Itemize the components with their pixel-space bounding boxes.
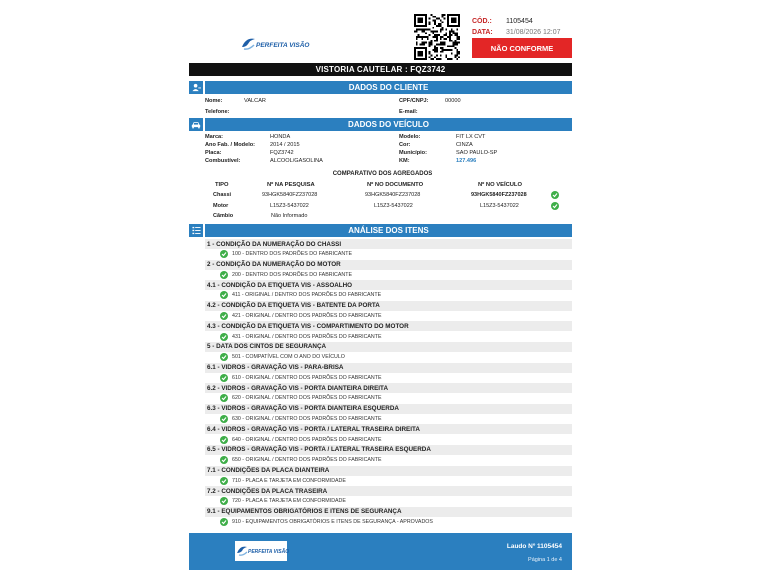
vehicle-section-header xyxy=(189,118,572,131)
analysis-item-title: 4.1 - CONDIÇÃO DA ETIQUETA VIS - ASSOALHO xyxy=(205,280,572,290)
analysis-item-result-text: 710 - PLACA E TARJETA EM CONFORMIDADE xyxy=(232,477,346,484)
analysis-item-result xyxy=(205,517,572,528)
vehicle-year-label: Ano Fab. / Modelo: xyxy=(205,142,256,148)
vehicle-city-label: Município: xyxy=(399,150,427,156)
comparison-document-value: L15Z3-5437022 xyxy=(374,203,413,209)
vehicle-fuel-value: ALCOOL/GASOLINA xyxy=(270,158,323,164)
check-icon xyxy=(220,477,228,485)
analysis-item-result xyxy=(205,496,572,507)
footer xyxy=(189,533,572,570)
comparison-row-cambio xyxy=(205,211,560,222)
analysis-item-result xyxy=(205,414,572,425)
vehicle-model-value: FIT LX CVT xyxy=(456,134,486,140)
page-title: VISTORIA CAUTELAR : FQZ3742 xyxy=(189,63,572,76)
vehicle-plate-value: FQZ3742 xyxy=(270,150,294,156)
analysis-item-title: 9.1 - EQUIPAMENTOS OBRIGATÓRIOS E ITENS DE SEGURANÇA xyxy=(205,507,572,517)
analysis-item-result-text: 630 - ORIGINAL / DENTRO DOS PADRÕES DO FABRICANTE xyxy=(232,416,382,423)
code-row xyxy=(472,16,572,27)
analysis-section-title: ANÁLISE DOS ITENS xyxy=(205,224,572,237)
analysis-item-result-text: 431 - ORIGINAL / DENTRO DOS PADRÕES DO FABRICANTE xyxy=(232,333,382,340)
vehicle-plate-label: Placa: xyxy=(205,150,222,156)
comparison-vehicle-value: L15Z3-5437022 xyxy=(480,203,519,209)
qr-code xyxy=(414,14,460,60)
analysis-item-result-text: 650 - ORIGINAL / DENTRO DOS PADRÕES DO FABRICANTE xyxy=(232,457,382,464)
user-icon xyxy=(189,81,203,94)
analysis-item-title: 6.4 - VIDROS - GRAVAÇÃO VIS - PORTA / LATERAL TRASEIRA DIREITA xyxy=(205,424,572,434)
client-cpf-value: 00000 xyxy=(445,98,461,104)
client-name-label: Nome: xyxy=(205,98,223,104)
comparison-title: COMPARATIVO DOS AGREGADOS xyxy=(332,171,433,177)
vehicle-color-value: CINZA xyxy=(456,142,473,148)
analysis-item-title: 4.3 - CONDIÇÃO DA ETIQUETA VIS - COMPARTIMENTO DO MOTOR xyxy=(205,321,572,331)
vehicle-color-label: Cor: xyxy=(399,142,411,148)
analysis-item-result xyxy=(205,311,572,322)
vehicle-brand-label: Marca: xyxy=(205,134,224,140)
analysis-item-result-text: 640 - ORIGINAL / DENTRO DOS PADRÕES DO FABRICANTE xyxy=(232,436,382,443)
comparison-col-document: Nº NO DOCUMENTO xyxy=(367,182,424,188)
check-icon xyxy=(220,374,228,382)
analysis-item-title: 7.1 - CONDIÇÕES DA PLACA DIANTEIRA xyxy=(205,466,572,476)
code-value: 1105454 xyxy=(506,18,533,25)
analysis-item-title: 2 - CONDIÇÃO DA NUMERAÇÃO DO MOTOR xyxy=(205,260,572,270)
analysis-item-title: 6.5 - VIDROS - GRAVAÇÃO VIS - PORTA / LATERAL TRASEIRA ESQUERDA xyxy=(205,445,572,455)
date-row xyxy=(472,27,572,38)
analysis-item-title: 6.3 - VIDROS - GRAVAÇÃO VIS - PORTA DIANTEIRA ESQUERDA xyxy=(205,404,572,414)
footer-logo xyxy=(235,541,290,561)
comparison-col-type: TIPO xyxy=(215,182,229,188)
vehicle-brand-value: HONDA xyxy=(270,134,291,140)
check-icon xyxy=(551,202,559,210)
client-name-value: VALCAR xyxy=(244,98,266,104)
analysis-item-result-text: 100 - DENTRO DOS PADRÕES DO FABRICANTE xyxy=(232,251,352,258)
page-indicator: Página 1 de 4 xyxy=(528,557,562,563)
analysis-item-title: 6.1 - VIDROS - GRAVAÇÃO VIS - PARA-BRISA xyxy=(205,363,572,373)
analysis-items xyxy=(205,239,572,527)
report-number: Laudo Nº 1105454 xyxy=(506,543,562,550)
analysis-item-result-text: 501 - COMPATÍVEL COM O ANO DO VEÍCULO xyxy=(232,354,345,361)
analysis-item-title: 7.2 - CONDIÇÕES DA PLACA TRASEIRA xyxy=(205,486,572,496)
comparison-type: Chassi xyxy=(213,192,232,198)
analysis-item-result xyxy=(205,331,572,342)
analysis-item-result xyxy=(205,393,572,404)
client-section-title: DADOS DO CLIENTE xyxy=(205,81,572,94)
vehicle-model-label: Modelo: xyxy=(399,134,421,140)
check-icon xyxy=(220,353,228,361)
vehicle-km-label: KM: xyxy=(399,158,410,164)
analysis-item-result-text: 411 - ORIGINAL / DENTRO DOS PADRÕES DO FABRICANTE xyxy=(232,292,382,299)
code-label: CÓD.: xyxy=(472,18,492,25)
analysis-item-result-text: 620 - ORIGINAL / DENTRO DOS PADRÕES DO FABRICANTE xyxy=(232,395,382,402)
vehicle-section-title: DADOS DO VEÍCULO xyxy=(205,118,572,131)
analysis-item-title: 6.2 - VIDROS - GRAVAÇÃO VIS - PORTA DIANTEIRA DIREITA xyxy=(205,383,572,393)
check-icon xyxy=(551,191,559,199)
analysis-item-result xyxy=(205,373,572,384)
checklist-icon xyxy=(189,224,203,237)
check-icon xyxy=(220,312,228,320)
analysis-item-result-text: 200 - DENTRO DOS PADRÕES DO FABRICANTE xyxy=(232,271,352,278)
check-icon xyxy=(220,291,228,299)
company-logo xyxy=(240,34,310,54)
check-icon xyxy=(220,394,228,402)
footer-logo-text: PERFEITA VISÃO xyxy=(248,549,290,555)
analysis-item-result xyxy=(205,476,572,487)
analysis-item-result xyxy=(205,290,572,301)
analysis-item-result xyxy=(205,249,572,260)
vehicle-fuel-label: Combustível: xyxy=(205,158,241,164)
check-icon xyxy=(220,436,228,444)
analysis-item-title: 5 - DATA DOS CINTOS DE SEGURANÇA xyxy=(205,342,572,352)
comparison-row-chassi xyxy=(205,190,560,201)
comparison-type: Câmbio xyxy=(213,213,234,219)
analysis-item-result-text: 720 - PLACA E TARJETA EM CONFORMIDADE xyxy=(232,498,346,505)
check-icon xyxy=(220,518,228,526)
comparison-document-value: 93HGK5840FZ237028 xyxy=(365,192,421,198)
comparison-col-search: Nº NA PESQUISA xyxy=(267,182,315,188)
comparison-col-vehicle: Nº NO VEÍCULO xyxy=(478,182,522,188)
logo-text: PERFEITA VISÃO xyxy=(256,42,310,49)
analysis-item-result xyxy=(205,270,572,281)
date-value: 31/08/2026 12:07 xyxy=(506,29,561,36)
vehicle-year-value: 2014 / 2015 xyxy=(270,142,300,148)
car-icon xyxy=(189,118,203,131)
check-icon xyxy=(220,497,228,505)
client-email-label: E-mail: xyxy=(399,109,418,115)
date-label: DATA: xyxy=(472,29,493,36)
analysis-item-result-text: 610 - ORIGINAL / DENTRO DOS PADRÕES DO FABRICANTE xyxy=(232,374,382,381)
analysis-item-result xyxy=(205,352,572,363)
comparison-type: Motor xyxy=(213,203,229,209)
analysis-item-result xyxy=(205,455,572,466)
report-meta xyxy=(472,16,572,38)
analysis-item-result xyxy=(205,434,572,445)
vehicle-km-value: 127.496 xyxy=(456,158,477,164)
comparison-header xyxy=(205,181,560,190)
comparison-search-value: L15Z3-5437022 xyxy=(270,203,309,209)
client-phone-label: Telefone: xyxy=(205,109,230,115)
analysis-item-title: 4.2 - CONDIÇÃO DA ETIQUETA VIS - BATENTE DA PORTA xyxy=(205,301,572,311)
analysis-item-result-text: 910 - EQUIPAMENTOS OBRIGATÓRIOS E ITENS DE SEGURANÇA - APROVADOS xyxy=(232,519,433,526)
analysis-item-result-text: 421 - ORIGINAL / DENTRO DOS PADRÕES DO FABRICANTE xyxy=(232,313,382,320)
status-badge: NÃO CONFORME xyxy=(472,38,572,58)
check-icon xyxy=(220,271,228,279)
comparison-search-value: 93HGK5840FZ237028 xyxy=(262,192,318,198)
check-icon xyxy=(220,415,228,423)
comparison-vehicle-value: 93HGK5840FZ237028 xyxy=(471,192,527,198)
client-section-header xyxy=(189,81,572,94)
analysis-item-title: 1 - CONDIÇÃO DA NUMERAÇÃO DO CHASSI xyxy=(205,239,572,249)
check-icon xyxy=(220,333,228,341)
check-icon xyxy=(220,250,228,258)
client-cpf-label: CPF/CNPJ: xyxy=(399,98,429,104)
analysis-section-header xyxy=(189,224,572,237)
check-icon xyxy=(220,456,228,464)
comparison-search-value: Não Informado xyxy=(271,213,308,219)
vehicle-city-value: SAO PAULO-SP xyxy=(456,150,498,156)
